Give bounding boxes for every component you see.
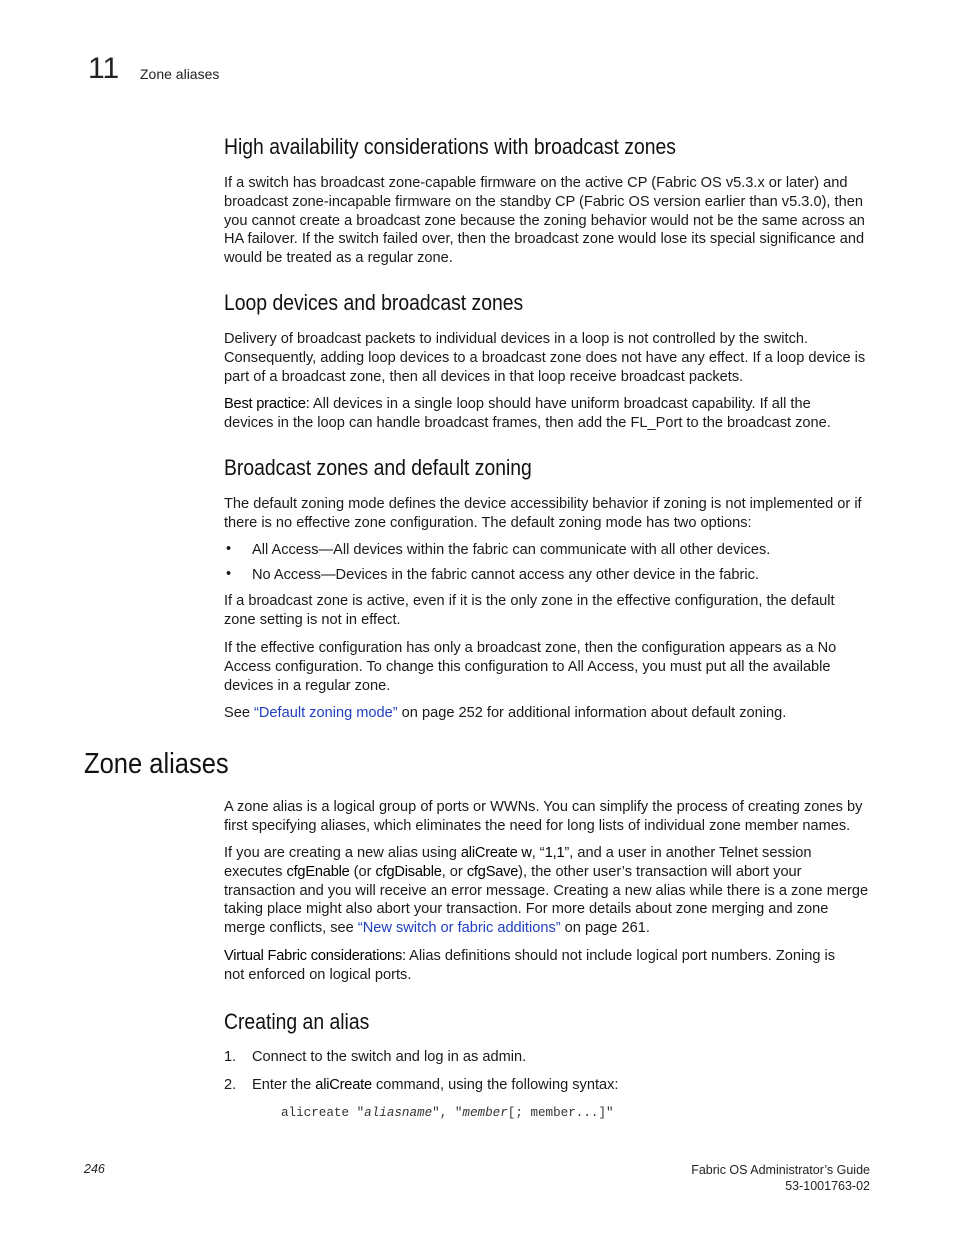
bullet-item-no-access: No Access—Devices in the fabric cannot access any other device in the fabric. [252,567,759,583]
heading-loop-devices: Loop devices and broadcast zones [224,290,524,315]
paragraph-default-3 [224,639,872,695]
code-span: alicreate " [281,1106,365,1120]
bullet-icon: • [226,566,232,582]
text-span: Enter the [252,1077,316,1093]
paragraph-aliases-transaction [224,844,872,938]
text-line: would be treated as a regular zone. [224,250,453,267]
heading-creating-alias: Creating an alias [224,1009,370,1034]
text-span: Alias definitions should not include logical port numbers. Zoning is [405,948,836,964]
text-line: If the effective configuration has only a broadcast zone, then the configuration appears as a No [224,640,837,656]
text-line: devices in the loop can handle broadcast frames, then add the FL_Port to the broadcast zone. [224,414,831,431]
step-2-text [252,1077,619,1093]
step-number: 2. [224,1077,237,1093]
text-span: merge conflicts, see [224,920,358,937]
code-span: [; member...]" [507,1106,614,1120]
bullet-icon: • [226,541,232,557]
heading-ha-considerations: High availability considerations with broadcast zones [224,134,676,159]
link-default-zoning-mode[interactable]: “Default zoning mode” [254,705,398,721]
text-line: Access configuration. To change this configuration to All Access, you must put all the available [224,658,831,675]
text-span: command, using the following syntax: [371,1077,619,1093]
text-span: on page 261. [560,920,650,937]
paragraph-virtual-fabric [224,947,872,985]
chapter-number: 11 [88,52,120,85]
paragraph-aliases-intro [224,798,872,836]
step-1-text: Connect to the switch and log in as admin. [252,1049,527,1065]
text-line: first specifying aliases, which eliminates the need for long lists of individual zone member names. [224,817,851,834]
text-line: Consequently, adding loop devices to a broadcast zone does not have any effect. If a loop device is [224,349,866,366]
text-span: , “ [531,845,545,861]
text-line: you cannot create a broadcast zone because the zoning behavior would not be the same across an [224,212,865,229]
text-line: devices in a regular zone. [224,677,391,694]
text-line: Delivery of broadcast packets to individual devices in a loop is not controlled by the switch. [224,331,809,347]
command-value: 1,1 [544,845,565,861]
paragraph-see-default [224,704,872,723]
text-line: there is no effective zone configuration. The default zoning mode has two options: [224,514,752,531]
best-practice-label: Best practice: [224,396,310,412]
text-line: HA failover. If the switch failed over, then the broadcast zone would lose its special significance and [224,231,865,248]
virtual-fabric-label: Virtual Fabric considerations: [224,948,406,964]
code-arg-aliasname: aliasname [364,1106,433,1120]
text-line: transaction and you will receive an error message. Creating a new alias while there is a zone merge [224,882,869,899]
text-line: taking place might also abort your transaction. For more details about zone merging and zone [224,901,829,918]
command-cfgsave: cfgSave [466,863,519,880]
text-span: , or [441,863,467,880]
paragraph-ha [224,174,872,268]
text-line: If a broadcast zone is active, even if it is the only zone in the effective configuration, the default [224,593,835,609]
heading-zone-aliases: Zone aliases [84,748,229,780]
text-span: All devices in a single loop should have uniform broadcast capability. If all the [309,396,811,412]
text-span: (or [349,863,376,880]
text-line: zone setting is not in effect. [224,611,401,628]
text-span: If you are creating a new alias using [224,845,461,861]
bullet-item-all-access: All Access—All devices within the fabric can communicate with all other devices. [252,542,771,558]
code-span: ", " [432,1106,463,1120]
step-number: 1. [224,1049,237,1065]
command-cfgenable: cfgEnable [286,863,350,880]
text-line: If a switch has broadcast zone-capable firmware on the active CP (Fabric OS v5.3.x or later) and [224,175,848,191]
guide-title: Fabric OS Administrator’s Guide [691,1163,870,1177]
command-alicreate-w: aliCreate w [460,845,532,861]
paragraph-default-2 [224,592,872,630]
code-arg-member: member [462,1106,508,1120]
code-syntax-alicreate [281,1106,614,1120]
text-span: on page 252 for additional information about default zoning. [397,705,787,721]
text-span: executes [224,863,287,880]
running-header-title: Zone aliases [140,66,220,82]
text-line: A zone alias is a logical group of ports or WWNs. You can simplify the process of creating zones by [224,799,863,815]
paragraph-default-intro [224,495,872,533]
link-new-switch-fabric-additions[interactable]: “New switch or fabric additions” [357,920,561,937]
text-span: ), the other user’s transaction will abort your [518,863,802,880]
footer-doc-info [691,1162,870,1194]
text-line: not enforced on logical ports. [224,966,412,983]
text-span: ”, and a user in another Telnet session [564,845,812,861]
paragraph-best-practice [224,395,872,433]
text-line: part of a broadcast zone, then all devices in that loop receive broadcast packets. [224,368,744,385]
command-alicreate: aliCreate [315,1077,372,1093]
heading-default-zoning: Broadcast zones and default zoning [224,455,532,480]
text-line: broadcast zone-incapable firmware on the standby CP (Fabric OS version earlier than v5.3.0), then [224,193,863,210]
command-cfgdisable: cfgDisable [375,863,442,880]
text-span: See [224,705,255,721]
doc-number: 53-1001763-02 [785,1179,870,1193]
text-line: The default zoning mode defines the device accessibility behavior if zoning is not implemented or if [224,496,862,512]
page-number: 246 [84,1162,105,1176]
paragraph-loop [224,330,872,386]
